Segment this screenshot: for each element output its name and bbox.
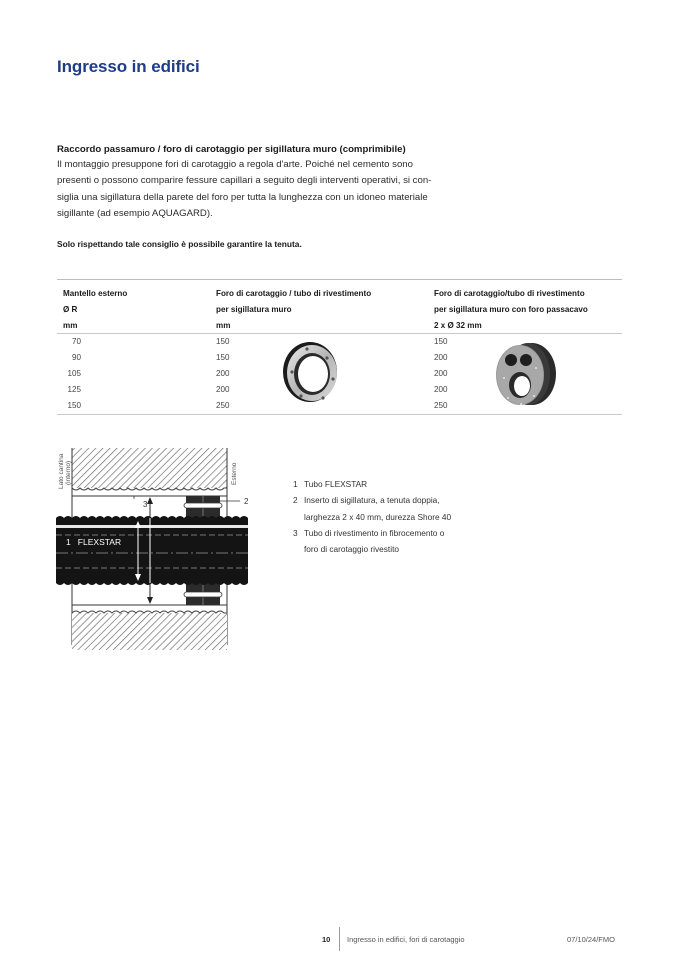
legend-text-block xyxy=(304,492,451,525)
body-line: siglia una sigillatura della parete del foro per tutta la lunghezza con un idoneo materiale xyxy=(57,191,428,203)
header-line: mm xyxy=(216,321,231,331)
cell-foro-passacavo: 150 xyxy=(434,337,448,346)
wall-bottom xyxy=(72,613,227,650)
cell-mantello: 105 xyxy=(67,369,81,378)
header-line: mm xyxy=(63,321,78,331)
body-line: sigillante (ad esempio AQUAGARD). xyxy=(57,207,213,219)
notice-text: Solo rispettando tale consiglio è possibile garantire la tenuta. xyxy=(57,239,302,249)
table-body xyxy=(57,334,622,414)
header-line: Foro di carotaggio/tubo di rivestimento xyxy=(434,289,585,298)
header-foro-passacavo xyxy=(434,286,622,333)
header-line: 2 x Ø 32 mm xyxy=(434,321,482,331)
cell-mantello: 90 xyxy=(71,353,81,362)
pipe-label: 1 FLEXSTAR xyxy=(66,537,122,547)
cell-foro-passacavo: 200 xyxy=(434,385,448,394)
label-inner-side: Lato cantina xyxy=(58,453,65,489)
header-line: Ø R xyxy=(63,305,78,315)
callout-3: 3 xyxy=(143,500,148,509)
body-line: Il montaggio presuppone fori di carotaggio a regola d'arte. Poiché nel cemento sono xyxy=(57,159,413,170)
wall-top xyxy=(72,448,227,488)
legend-text: Inserto di sigillatura, a tenuta doppia, xyxy=(304,495,440,506)
cell-mantello: 125 xyxy=(67,385,81,394)
legend-text: foro di carotaggio rivestito xyxy=(304,544,400,555)
legend-item xyxy=(293,476,451,492)
installation-diagram xyxy=(56,445,266,650)
page-number: 10 xyxy=(322,935,331,944)
legend-text: Tubo FLEXSTAR xyxy=(304,479,368,489)
cell-foro-passacavo: 200 xyxy=(434,353,448,362)
header-line: per sigillatura muro con foro passacavo xyxy=(434,305,588,315)
table-header xyxy=(57,280,622,333)
dimensions-table xyxy=(57,279,622,415)
cell-foro: 250 xyxy=(216,401,230,410)
legend-item xyxy=(293,525,451,558)
cell-foro: 150 xyxy=(216,353,230,362)
cell-mantello: 70 xyxy=(71,337,81,346)
sealing-puck-with-cable-holes-photo xyxy=(494,338,558,410)
cell-foro: 200 xyxy=(216,369,230,378)
legend-number: 1 xyxy=(293,479,298,489)
footer-title: Ingresso in edifici, fori di carotaggio xyxy=(347,935,465,944)
header-foro xyxy=(216,286,434,333)
legend-text: Tubo di rivestimento in fibrocemento o xyxy=(304,527,445,538)
label-outer-side: Esterno xyxy=(231,462,238,485)
legend-text: larghezza 2 x 40 mm, durezza Shore 40 xyxy=(304,511,452,522)
section-heading: Raccordo passamuro / foro di carotaggio per sigillatura muro (comprimibile) xyxy=(57,144,406,155)
legend-item xyxy=(293,492,451,525)
header-line: Mantello esterno xyxy=(63,289,128,298)
sealing-ring-photo xyxy=(279,336,339,410)
cell-foro: 150 xyxy=(216,337,230,346)
callout-2: 2 xyxy=(244,497,249,506)
legend-number: 2 xyxy=(293,495,298,506)
section-description xyxy=(57,142,457,222)
diagram-legend xyxy=(293,476,451,557)
body-line: presenti o possono comparire fessure capillari a seguito degli interventi operativi, si con- xyxy=(57,175,432,187)
body-paragraph xyxy=(57,157,457,222)
cell-foro-passacavo: 250 xyxy=(434,401,448,410)
cell-mantello: 150 xyxy=(67,401,81,410)
cell-foro-passacavo: 200 xyxy=(434,369,448,378)
label-inner-side-sub: (interno) xyxy=(65,460,72,485)
page-title: Ingresso in edifici xyxy=(57,57,200,76)
footer-code: 07/10/24/FMO xyxy=(567,935,615,944)
legend-number: 3 xyxy=(293,527,298,538)
header-line: per sigillatura muro xyxy=(216,305,292,315)
header-mantello xyxy=(57,286,216,333)
table-bottom-rule xyxy=(57,414,622,415)
header-line: Foro di carotaggio / tubo di rivestimento xyxy=(216,289,372,298)
footer-divider xyxy=(339,927,340,951)
legend-text-block xyxy=(304,525,444,558)
cell-foro: 200 xyxy=(216,385,230,394)
